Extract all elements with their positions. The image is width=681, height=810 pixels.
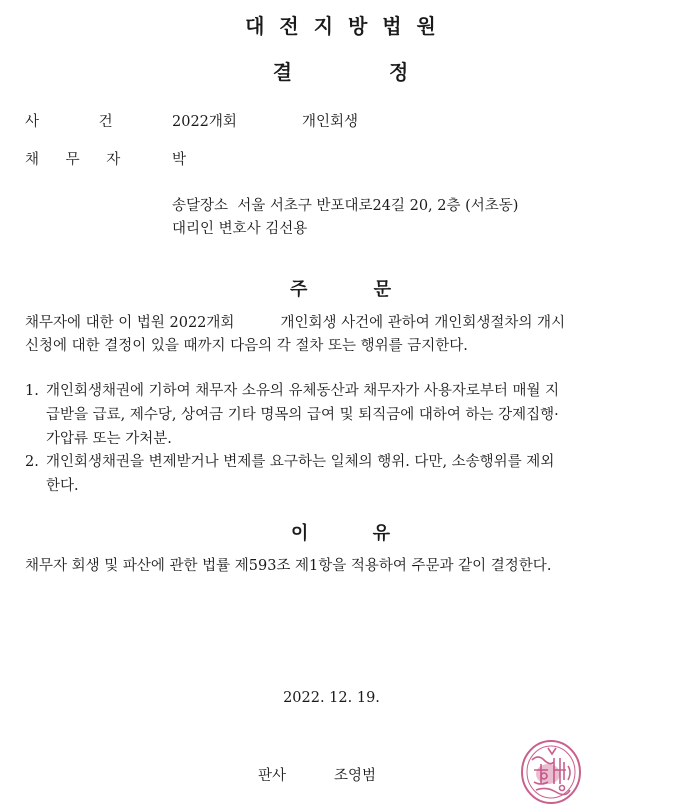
- reason-text: 채무자 회생 및 파산에 관한 법률 제593조 제1항을 적용하여 주문과 같이 결정한다.: [25, 558, 552, 574]
- order-item-number: 1.: [25, 383, 39, 399]
- order-item-number: 2.: [25, 454, 39, 470]
- decision-date: 2022. 12. 19.: [283, 690, 380, 706]
- debtor-name: 박: [172, 152, 187, 168]
- judge-name: 조영범: [334, 768, 377, 784]
- order-item-line: 한다.: [46, 478, 79, 494]
- document-type: 결 정: [272, 60, 409, 84]
- court-name: 대 전 지 방 법 원: [245, 14, 436, 38]
- reason-heading: 이 유: [290, 523, 391, 544]
- debtor-address: 송달장소 서울 서초구 반포대로24길 20, 2층 (서초동): [172, 198, 519, 214]
- case-name: 개인회생: [302, 114, 359, 130]
- order-intro-line-2: 신청에 대한 결정이 있을 때까지 다음의 각 절차 또는 행위를 금지한다.: [25, 338, 468, 354]
- case-number: 2022개회: [172, 114, 237, 130]
- case-label: 사 건: [25, 114, 113, 130]
- order-intro-line-1: 채무자에 대한 이 법원 2022개회 개인회생 사건에 관하여 개인회생절차의 개시: [25, 315, 566, 331]
- order-item-line: 개인회생채권에 기하여 채무자 소유의 유체동산과 채무자가 사용자로부터 매월 지: [46, 383, 560, 399]
- debtor-label: 채 무 자: [25, 152, 121, 168]
- debtor-agent: 대리인 변호사 김선용: [172, 221, 308, 237]
- order-heading: 주 문: [289, 279, 392, 300]
- court-seal: [518, 736, 584, 806]
- order-item-line: 가압류 또는 가처분.: [46, 431, 172, 447]
- order-item-line: 개인회생채권을 변제받거나 변제를 요구하는 일체의 행위. 다만, 소송행위를 제외: [46, 454, 555, 470]
- judge-title: 판사: [258, 768, 287, 784]
- order-item-line: 급받을 급료, 제수당, 상여금 기타 명목의 급여 및 퇴직금에 대하여 하는 강제집행·: [46, 407, 559, 423]
